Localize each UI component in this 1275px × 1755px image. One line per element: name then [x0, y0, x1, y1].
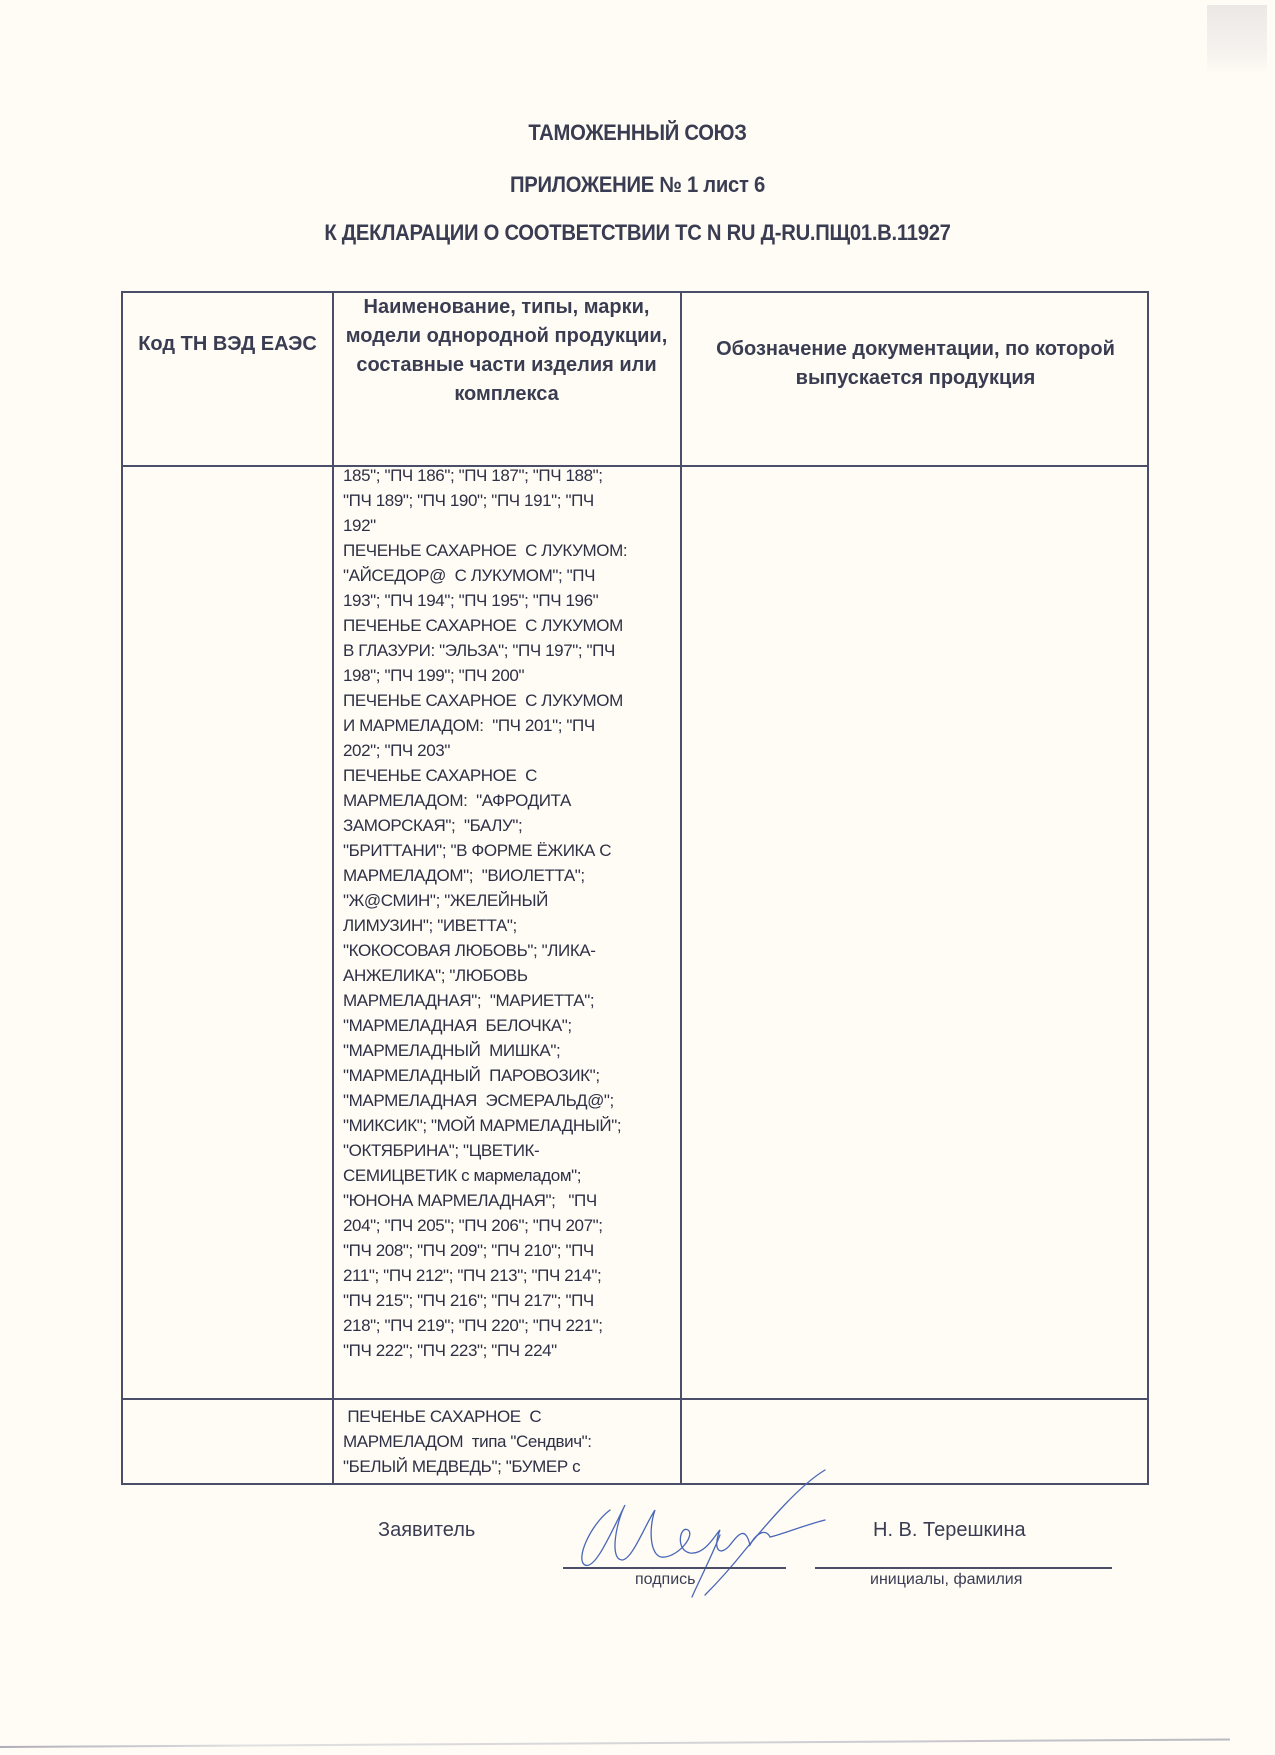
- product-line: "КОКОСОВАЯ ЛЮБОВЬ"; "ЛИКА-: [343, 941, 596, 960]
- signature-stroke: [582, 1505, 825, 1565]
- product-line: СЕМИЦВЕТИК с мармеладом";: [343, 1166, 582, 1185]
- product-line: ПЕЧЕНЬЕ САХАРНОЕ С ЛУКУМОМ: [343, 691, 623, 710]
- signature-caption: подпись: [635, 1571, 696, 1588]
- product-line: "МАРМЕЛАДНЫЙ ПАРОВОЗИК";: [343, 1066, 600, 1085]
- product-line: МАРМЕЛАДОМ типа "Сендвич":: [343, 1432, 592, 1451]
- product-line: "АЙСЕДОР@ С ЛУКУМОМ"; "ПЧ: [343, 566, 596, 585]
- column-divider: [332, 293, 334, 1483]
- name-caption: инициалы, фамилия: [870, 1571, 1023, 1588]
- product-line: 202"; "ПЧ 203": [343, 741, 450, 760]
- product-line: 218"; "ПЧ 219"; "ПЧ 220"; "ПЧ 221";: [343, 1316, 603, 1335]
- name-line: [815, 1567, 1112, 1569]
- scan-shadow: [1207, 5, 1267, 75]
- applicant-label: Заявитель: [378, 1519, 476, 1541]
- product-line: "МАРМЕЛАДНЫЙ МИШКА";: [343, 1041, 561, 1060]
- product-line: МАРМЕЛАДНАЯ"; "МАРИЕТТА";: [343, 991, 595, 1010]
- product-line: "ОКТЯБРИНА"; "ЦВЕТИК-: [343, 1141, 540, 1160]
- document-title-declaration: К ДЕКЛАРАЦИИ О СООТВЕТСТВИИ ТС N RU Д-RU.ПЩ01.В.11927: [324, 220, 951, 245]
- product-line: И МАРМЕЛАДОМ: "ПЧ 201"; "ПЧ: [343, 716, 595, 735]
- product-line: ЛИМУЗИН"; "ИВЕТТА";: [343, 916, 517, 935]
- product-list-cell: [343, 1404, 592, 1479]
- applicant-name: Н. В. Терешкина: [873, 1519, 1026, 1541]
- product-list-cell: [343, 463, 627, 1363]
- product-line: МАРМЕЛАДОМ: "АФРОДИТА: [343, 791, 571, 810]
- product-line: ПЕЧЕНЬЕ САХАРНОЕ С ЛУКУМОМ: [343, 616, 623, 635]
- document-title-appendix: ПРИЛОЖЕНИЕ № 1 лист 6: [510, 172, 765, 197]
- product-line: ПЕЧЕНЬЕ САХАРНОЕ С: [343, 766, 537, 785]
- product-line: "ПЧ 189"; "ПЧ 190"; "ПЧ 191"; "ПЧ: [343, 491, 594, 510]
- product-line: "МАРМЕЛАДНАЯ БЕЛОЧКА";: [343, 1016, 572, 1035]
- product-line: "ПЧ 222"; "ПЧ 223"; "ПЧ 224": [343, 1341, 557, 1360]
- product-line: АНЖЕЛИКА"; "ЛЮБОВЬ: [343, 966, 528, 985]
- signature-line: [563, 1567, 786, 1569]
- product-line: "ПЧ 208"; "ПЧ 209"; "ПЧ 210"; "ПЧ: [343, 1241, 594, 1260]
- product-line: "БРИТТАНИ"; "В ФОРМЕ ЁЖИКА С: [343, 841, 612, 860]
- product-line: 198"; "ПЧ 199"; "ПЧ 200": [343, 666, 525, 685]
- product-line: МАРМЕЛАДОМ"; "ВИОЛЕТТА";: [343, 866, 585, 885]
- column-header-product-name: Наименование, типы, марки, модели однородной продукции, составные части изделия или комплекса: [345, 296, 668, 405]
- product-line: 192": [343, 516, 376, 535]
- product-line: "МАРМЕЛАДНАЯ ЭСМЕРАЛЬД@";: [343, 1091, 614, 1110]
- product-line: 211"; "ПЧ 212"; "ПЧ 213"; "ПЧ 214";: [343, 1266, 602, 1285]
- product-line: 193"; "ПЧ 194"; "ПЧ 195"; "ПЧ 196": [343, 591, 599, 610]
- product-line: ЗАМОРСКАЯ"; "БАЛУ";: [343, 816, 523, 835]
- product-line: "ЮНОНА МАРМЕЛАДНАЯ"; "ПЧ: [343, 1191, 597, 1210]
- signature-stroke: [692, 1535, 720, 1597]
- product-line: ПЕЧЕНЬЕ САХАРНОЕ С ЛУКУМОМ:: [343, 541, 628, 560]
- product-line: В ГЛАЗУРИ: "ЭЛЬЗА"; "ПЧ 197"; "ПЧ: [343, 641, 615, 660]
- product-line: 185"; "ПЧ 186"; "ПЧ 187"; "ПЧ 188";: [343, 466, 603, 485]
- column-header-code: Код ТН ВЭД ЕАЭС: [138, 333, 317, 355]
- row-divider: [123, 1398, 1147, 1400]
- product-line: "БЕЛЫЙ МЕДВЕДЬ"; "БУМЕР с: [343, 1457, 581, 1476]
- declaration-table: [121, 291, 1149, 1485]
- header-row-divider: [123, 465, 1147, 467]
- document-title-union: ТАМОЖЕННЫЙ СОЮЗ: [528, 120, 747, 145]
- handwritten-signature-icon: [570, 1465, 840, 1600]
- product-line: "ПЧ 215"; "ПЧ 216"; "ПЧ 217"; "ПЧ: [343, 1291, 594, 1310]
- scan-edge-line: [0, 1738, 1230, 1748]
- product-line: "Ж@СМИН"; "ЖЕЛЕЙНЫЙ: [343, 891, 548, 910]
- column-header-documentation: Обозначение документации, по которой выпускается продукция: [716, 338, 1115, 389]
- column-divider: [680, 293, 682, 1483]
- product-line: ПЕЧЕНЬЕ САХАРНОЕ С: [343, 1407, 542, 1426]
- product-line: "МИКСИК"; "МОЙ МАРМЕЛАДНЫЙ";: [343, 1116, 622, 1135]
- product-line: 204"; "ПЧ 205"; "ПЧ 206"; "ПЧ 207";: [343, 1216, 603, 1235]
